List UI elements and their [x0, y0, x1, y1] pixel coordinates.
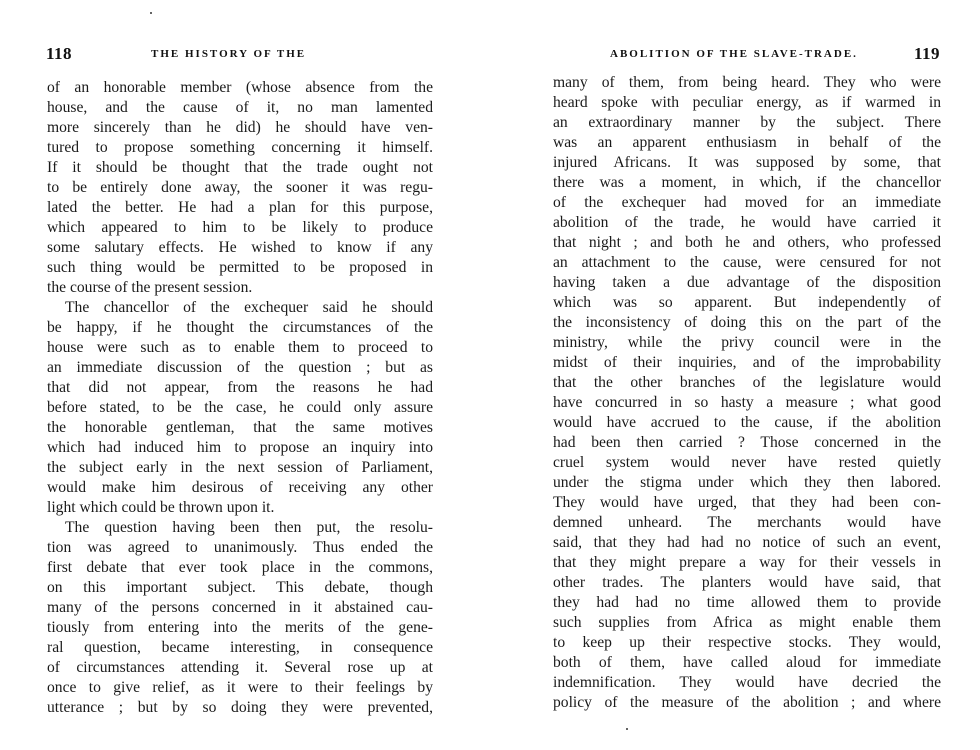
text-line: house were such as to enable them to proceed to — [47, 339, 433, 356]
running-head-right: ABOLITION OF THE SLAVE-TRADE. — [610, 48, 858, 60]
text-line: heard spoke with peculiar energy, as if warmed in — [553, 94, 941, 111]
text-line: tured to propose something concerning it himself. — [47, 139, 433, 156]
text-line: would make him desirous of receiving any other — [47, 479, 433, 496]
speck-mark — [626, 728, 628, 730]
text-line: cruel system would never have rested quietly — [553, 454, 941, 471]
text-line: to be entirely done away, the sooner it was regu- — [47, 179, 433, 196]
text-line: light which could be thrown upon it. — [47, 499, 275, 516]
text-line: the inconsistency of doing this on the part of the — [553, 314, 941, 331]
text-line: they had had no time allowed them to provide — [553, 594, 941, 611]
text-line: ral question, became interesting, in consequence — [47, 639, 433, 656]
text-line: once to give relief, as it were to their feelings by — [47, 679, 433, 696]
text-line: be happy, if he thought the circumstances of the — [47, 319, 433, 336]
text-line: The chancellor of the exchequer said he should — [65, 299, 433, 316]
text-line: utterance ; but by so doing they were prevented, — [47, 699, 433, 716]
text-line: midst of their inquiries, and of the improbability — [553, 354, 941, 371]
text-line: of the exchequer had moved for an immediate — [553, 194, 941, 211]
right-page-body — [553, 73, 941, 713]
right-page-header — [610, 44, 940, 66]
text-line: the course of the present session. — [47, 279, 253, 296]
text-line: of circumstances attending it. Several rose up at — [47, 659, 433, 676]
text-line: the honorable gentleman, that the same motives — [47, 419, 433, 436]
text-line: that did not appear, from the reasons he had — [47, 379, 433, 396]
text-line: ministry, while the privy council were in the — [553, 334, 941, 351]
text-line: that the other branches of the legislature would — [553, 374, 941, 391]
text-line: to keep up their respective stocks. They would, — [553, 634, 941, 651]
text-line: an extraordinary manner by the subject. There — [553, 114, 941, 131]
text-line: having taken a due advantage of the disposition — [553, 274, 941, 291]
text-line: demned unheard. The merchants would have — [553, 514, 941, 531]
text-line: which appeared to him to be likely to produce — [47, 219, 433, 236]
text-line: such thing would be permitted to be proposed in — [47, 259, 433, 276]
page-number-right: 119 — [913, 44, 940, 63]
text-line: other trades. The planters would have said, that — [553, 574, 941, 591]
text-line: before stated, to be the case, he could only assure — [47, 399, 433, 416]
text-line: many of them, from being heard. They who were — [553, 74, 941, 91]
text-line: tion was agreed to unanimously. Thus ended the — [47, 539, 433, 556]
text-line: the subject early in the next session of Parliament, — [47, 459, 433, 476]
text-line: They would have urged, that they had been con- — [553, 494, 941, 511]
text-line: more sincerely than he did) he should have ven- — [47, 119, 433, 136]
page-number-left: 118 — [46, 44, 73, 63]
text-line: was an apparent enthusiasm in behalf of the — [553, 134, 941, 151]
text-line: said, that they had had no notice of such an event, — [553, 534, 941, 551]
text-line: house, and the cause of it, no man lamented — [47, 99, 433, 116]
left-page-body — [47, 78, 433, 718]
text-line: an immediate discussion of the question ; but as — [47, 359, 433, 376]
text-line: The question having been then put, the resolu- — [65, 519, 433, 536]
text-line: indemnification. They would have decried the — [553, 674, 941, 691]
running-head-left: THE HISTORY OF THE — [151, 48, 307, 60]
text-line: would have accrued to the cause, if the abolition — [553, 414, 941, 431]
text-line: which had induced him to propose an inquiry into — [47, 439, 433, 456]
text-line: both of them, have called aloud for immediate — [553, 654, 941, 671]
text-line: policy of the measure of the abolition ; and where — [553, 694, 941, 711]
text-line: have concurred in so hasty a measure ; what good — [553, 394, 941, 411]
text-line: abolition of the trade, he would have carried it — [553, 214, 941, 231]
text-line: that night ; and both he and others, who professed — [553, 234, 941, 251]
text-line: lated the better. He had a plan for this purpose, — [47, 199, 433, 216]
right-page — [490, 0, 980, 750]
text-line: which was so apparent. But independently of — [553, 294, 941, 311]
text-line: If it should be thought that the trade ought not — [47, 159, 433, 176]
text-line: an attachment to the cause, were censured for not — [553, 254, 941, 271]
text-line: such supplies from Africa as might enable them — [553, 614, 941, 631]
text-line: had been then carried ? Those concerned in the — [553, 434, 941, 451]
text-line: that they might prepare a way for their vessels in — [553, 554, 941, 571]
left-page-header — [46, 44, 436, 66]
text-line: tiously from entering into the merits of the gene- — [47, 619, 433, 636]
text-line: on this important subject. This debate, though — [47, 579, 433, 596]
text-line: first debate that ever took place in the commons, — [47, 559, 433, 576]
text-line: of an honorable member (whose absence from the — [47, 79, 433, 96]
text-line: there was a moment, in which, if the chancellor — [553, 174, 941, 191]
text-line: under the stigma under which they then labored. — [553, 474, 941, 491]
speck-mark — [150, 12, 152, 14]
text-line: injured Africans. It was supposed by some, that — [553, 154, 941, 171]
text-line: many of the persons concerned in it abstained cau- — [47, 599, 433, 616]
text-line: some salutary effects. He wished to know if any — [47, 239, 433, 256]
